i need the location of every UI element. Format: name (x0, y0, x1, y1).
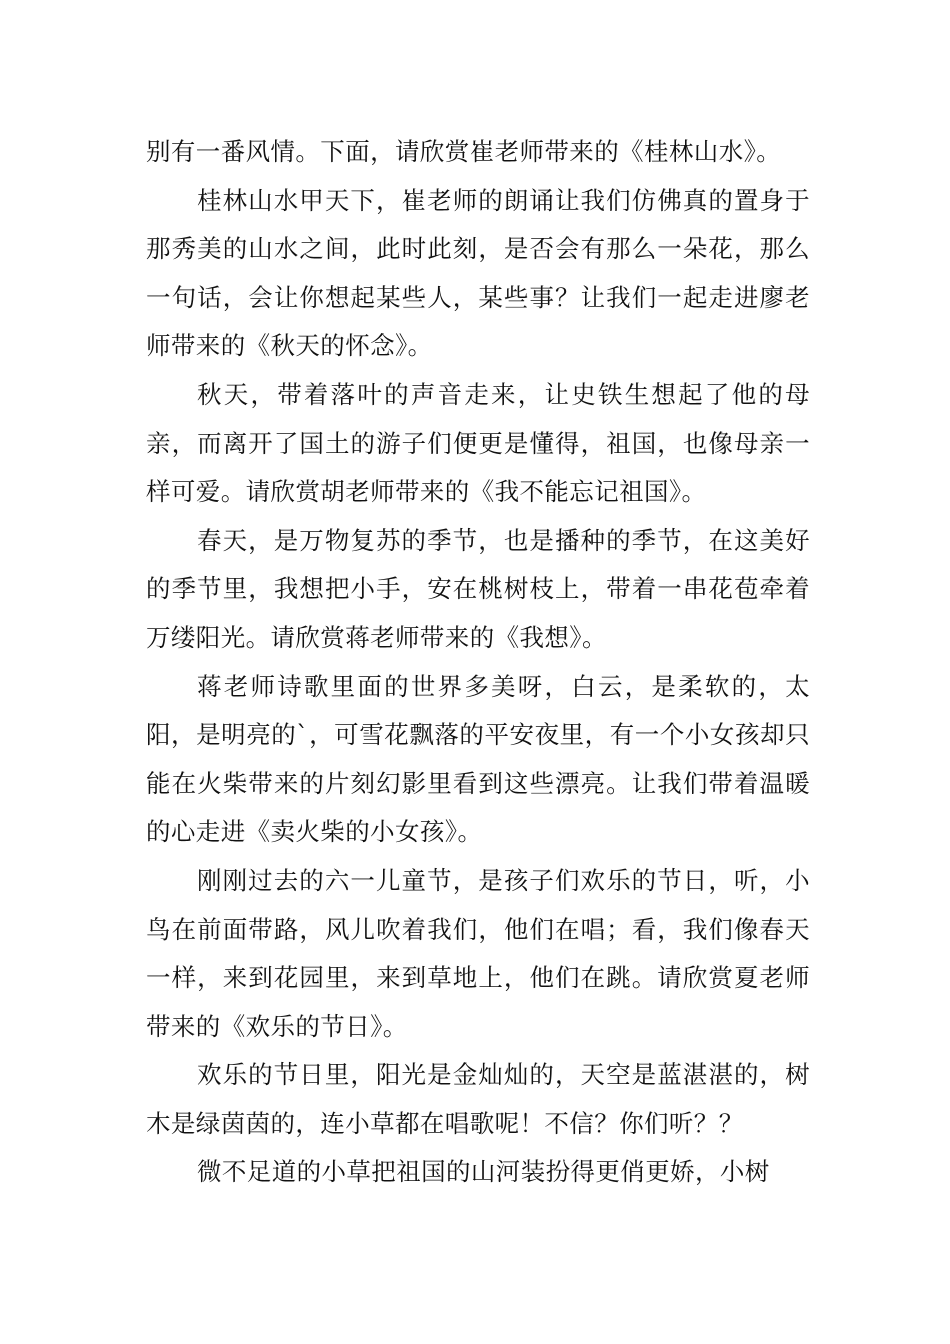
paragraph-truncated: 微不足道的小草把祖国的山河装扮得更俏更娇，小树 (197, 1157, 770, 1187)
paragraph: 春天，是万物复苏的季节，也是播种的季节，在这美好的季节里，我想把小手，安在桃树枝上，带着一串花苞牵着万缕阳光。请欣赏蒋老师带来的《我想》。 (146, 525, 810, 652)
paragraph: 欢乐的节日里，阳光是金灿灿的，天空是蓝湛湛的，树木是绿茵茵的，连小草都在唱歌呢！不信？你们听？？ (146, 1060, 810, 1138)
paragraph: 桂林山水甲天下，崔老师的朗诵让我们仿佛真的置身于那秀美的山水之间，此时此刻，是否会有那么一朵花，那么一句话，会让你想起某些人，某些事？让我们一起走进廖老师带来的《秋天的怀念》。 (146, 185, 810, 361)
paragraph: 蒋老师诗歌里面的世界多美呀，白云，是柔软的，太阳，是明亮的`，可雪花飘落的平安夜里，有一个小女孩却只能在火柴带来的片刻幻影里看到这些漂亮。让我们带着温暖的心走进《卖火柴的小女孩》。 (146, 671, 810, 847)
paragraph-continuation: 别有一番风情。下面，请欣赏崔老师带来的《桂林山水》。 (146, 137, 782, 166)
document-body (146, 128, 810, 1197)
paragraph: 刚刚过去的六一儿童节，是孩子们欢乐的节日，听，小鸟在前面带路，风儿吹着我们，他们在唱；看，我们像春天一样，来到花园里，来到草地上，他们在跳。请欣赏夏老师带来的《欢乐的节日》。 (146, 865, 810, 1041)
paragraph: 秋天，带着落叶的声音走来，让史铁生想起了他的母亲，而离开了国土的游子们便更是懂得，祖国，也像母亲一样可爱。请欣赏胡老师带来的《我不能忘记祖国》。 (146, 379, 810, 507)
